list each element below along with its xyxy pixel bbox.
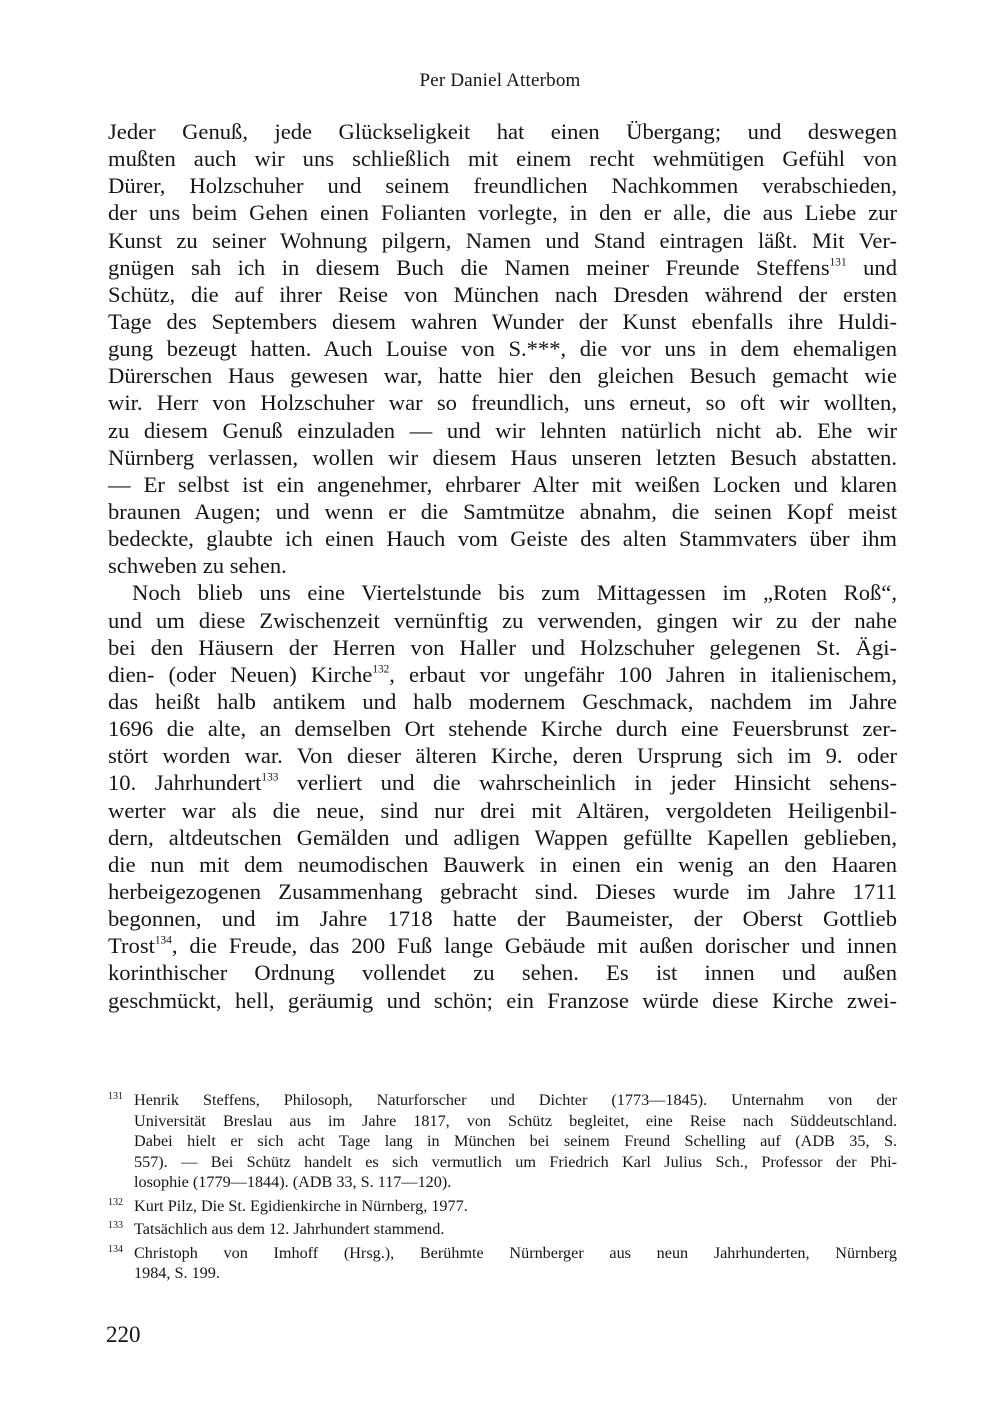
text-line xyxy=(108,661,897,688)
page-number: 220 xyxy=(106,1322,141,1347)
text-line-content: dien- (oder Neuen) Kirche xyxy=(108,661,373,687)
body-text xyxy=(108,118,897,1014)
text-line xyxy=(108,498,897,525)
text-line-content: dern, altdeutschen Gemälden und adligen Wappen gefüllte Kapellen geblieben, xyxy=(108,824,897,850)
text-line xyxy=(108,688,897,715)
footnote-reference: 131 xyxy=(829,256,847,269)
text-line-content: — Er selbst ist ein angenehmer, ehrbarer Alter mit weißen Locken und klaren xyxy=(108,471,897,497)
footnote-134 xyxy=(108,1243,897,1284)
text-line-content: bei den Häusern der Herren von Haller und Holzschuher gelegenen St. Ägi- xyxy=(108,634,897,660)
text-line-content: , die Freude, das 200 Fuß lange Gebäude mit außen dorischer und innen xyxy=(171,933,897,959)
text-line-content: geschmückt, hell, geräumig und schön; ein Franzose würde diese Kirche zwei- xyxy=(108,987,897,1013)
footnote-number: 134 xyxy=(108,1243,123,1255)
text-line-content: bedeckte, glaubte ich einen Hauch vom Geiste des alten Stammvaters über ihm xyxy=(108,526,897,552)
text-line xyxy=(108,851,897,878)
footnote-line: 557). — Bei Schütz handelt es sich vermutlich um Friedrich Karl Julius Sch., Professor der Phi- xyxy=(134,1152,897,1171)
text-line xyxy=(108,444,897,471)
text-line-content: die nun mit dem neumodischen Bauwerk in einen ein wenig an den Haaren xyxy=(108,851,897,877)
text-line xyxy=(108,281,897,308)
footnote-line: Universität Breslau aus im Jahre 1817, von Schütz begleitet, eine Reise nach Süddeutschland. xyxy=(134,1111,897,1130)
text-line xyxy=(108,878,897,905)
footnote-line: 1984, S. 199. xyxy=(134,1264,220,1282)
footnote-132 xyxy=(108,1196,897,1217)
footnote-reference: 133 xyxy=(261,771,279,784)
text-line-content: verliert und die wahrscheinlich in jeder Hinsicht sehens- xyxy=(278,770,897,796)
text-line xyxy=(108,145,897,172)
text-line xyxy=(108,118,897,145)
footnote-line: losophie (1779—1844). (ADB 33, S. 117—120). xyxy=(134,1173,452,1191)
text-line xyxy=(108,254,897,281)
footnote-line: Christoph von Imhoff (Hrsg.), Berühmte Nürnberger aus neun Jahrhunderten, Nürnberg xyxy=(134,1243,897,1262)
footnote-number: 131 xyxy=(108,1091,123,1102)
text-line-content: Dürer, Holzschuher und seinem freundlichen Nachkommen verabschieden, xyxy=(108,173,897,199)
footnote-number: 133 xyxy=(108,1220,123,1231)
text-line xyxy=(108,905,897,932)
footnote-number: 132 xyxy=(108,1196,123,1208)
text-line-content: Trost xyxy=(108,933,155,959)
text-line xyxy=(108,959,897,986)
text-line xyxy=(108,715,897,742)
text-line-content: Kunst zu seiner Wohnung pilgern, Namen und Stand eintragen läßt. Mit Ver- xyxy=(108,227,897,253)
text-line-content: braunen Augen; und wenn er die Samtmütze abnahm, die seinen Kopf meist xyxy=(108,498,897,524)
text-line xyxy=(108,987,897,1014)
text-line-content: der uns beim Gehen einen Folianten vorlegte, in den er alle, die aus Liebe zur xyxy=(108,200,897,226)
text-line xyxy=(108,362,897,389)
text-line-content: werter war als die neue, sind nur drei mit Altären, vergoldeten Heiligenbil- xyxy=(108,797,897,823)
footnote-reference: 132 xyxy=(372,663,390,676)
text-line xyxy=(108,579,897,606)
text-line-content: begonnen, und im Jahre 1718 hatte der Baumeister, der Oberst Gottlieb xyxy=(108,906,897,932)
text-line xyxy=(108,335,897,362)
text-line-content: 10. Jahrhundert xyxy=(108,770,262,796)
text-line xyxy=(108,634,897,661)
text-line-content: Nürnberg verlassen, wollen wir diesem Haus unseren letzten Besuch abstatten. xyxy=(108,444,897,470)
text-line-content: Jeder Genuß, jede Glückseligkeit hat einen Übergang; und deswegen xyxy=(108,119,897,144)
text-line-content: korinthischer Ordnung vollendet zu sehen. Es ist innen und außen xyxy=(108,960,897,986)
text-line xyxy=(108,742,897,769)
text-line xyxy=(108,797,897,824)
text-line xyxy=(108,769,897,796)
text-line xyxy=(108,417,897,444)
text-line-content: Noch blieb uns eine Viertelstunde bis zum Mittagessen im „Roten Roß“, xyxy=(132,580,897,606)
text-line-content: Tage des Septembers diesem wahren Wunder der Kunst ebenfalls ihre Huldi- xyxy=(108,308,897,334)
text-line xyxy=(108,932,897,959)
footnote-line: Dabei hielt er sich acht Tage lang in München bei seinem Freund Schelling auf (ADB 35, S. xyxy=(134,1132,897,1150)
text-line-content: gung bezeugt hatten. Auch Louise von S.***, die vor uns in dem ehemaligen xyxy=(108,336,897,362)
text-line xyxy=(108,227,897,254)
text-line-content: Dürerschen Haus gewesen war, hatte hier den gleichen Besuch gemacht wie xyxy=(108,363,897,389)
footnote-line: Kurt Pilz, Die St. Egidienkirche in Nürnberg, 1977. xyxy=(134,1196,468,1215)
text-line-content: mußten auch wir uns schließlich mit einem recht wehmütigen Gefühl von xyxy=(108,146,897,172)
text-line-content: , erbaut vor ungefähr 100 Jahren in italienischem, xyxy=(389,661,898,687)
text-line-content: Schütz, die auf ihrer Reise von München nach Dresden während der ersten xyxy=(108,281,897,307)
text-line-content: stört worden war. Von dieser älteren Kirche, deren Ursprung sich im 9. oder xyxy=(108,743,897,769)
text-line-content: und um diese Zwischenzeit vernünftig zu verwenden, gingen wir zu der nahe xyxy=(108,607,897,633)
text-line-content: das heißt halb antikem und halb modernem Geschmack, nachdem im Jahre xyxy=(108,688,897,714)
text-line-content: wir. Herr von Holzschuher war so freundlich, uns erneut, so oft wir wollten, xyxy=(108,390,897,416)
text-line xyxy=(108,308,897,335)
footnote-line: Henrik Steffens, Philosoph, Naturforscher und Dichter (1773—1845). Unternahm von der xyxy=(134,1091,897,1109)
text-line-content: 1696 die alte, an demselben Ort stehende Kirche durch eine Feuersbrunst zer- xyxy=(108,716,897,742)
text-line xyxy=(108,389,897,416)
text-line-content: gnügen sah ich in diesem Buch die Namen meiner Freunde Steffens xyxy=(108,254,830,280)
footnote-reference: 134 xyxy=(154,934,172,947)
text-line xyxy=(108,199,897,226)
text-line-content: schweben zu sehen. xyxy=(108,553,287,579)
text-line xyxy=(108,824,897,851)
text-line xyxy=(108,172,897,199)
text-line-content: herbeigezogenen Zusammenhang gebracht sind. Dieses wurde im Jahre 1711 xyxy=(108,878,897,904)
text-line xyxy=(108,607,897,634)
footnotes xyxy=(108,1090,897,1287)
footnote-133 xyxy=(108,1219,897,1240)
footnote-line: Tatsächlich aus dem 12. Jahrhundert stammend. xyxy=(134,1220,445,1238)
text-line xyxy=(108,525,897,552)
footnote-131 xyxy=(108,1090,897,1193)
text-line-content: zu diesem Genuß einzuladen — und wir lehnten natürlich nicht ab. Ehe wir xyxy=(108,417,897,443)
text-line xyxy=(108,552,897,579)
running-title: Per Daniel Atterbom xyxy=(419,70,581,91)
text-line-content: und xyxy=(846,254,897,280)
text-line xyxy=(108,471,897,498)
